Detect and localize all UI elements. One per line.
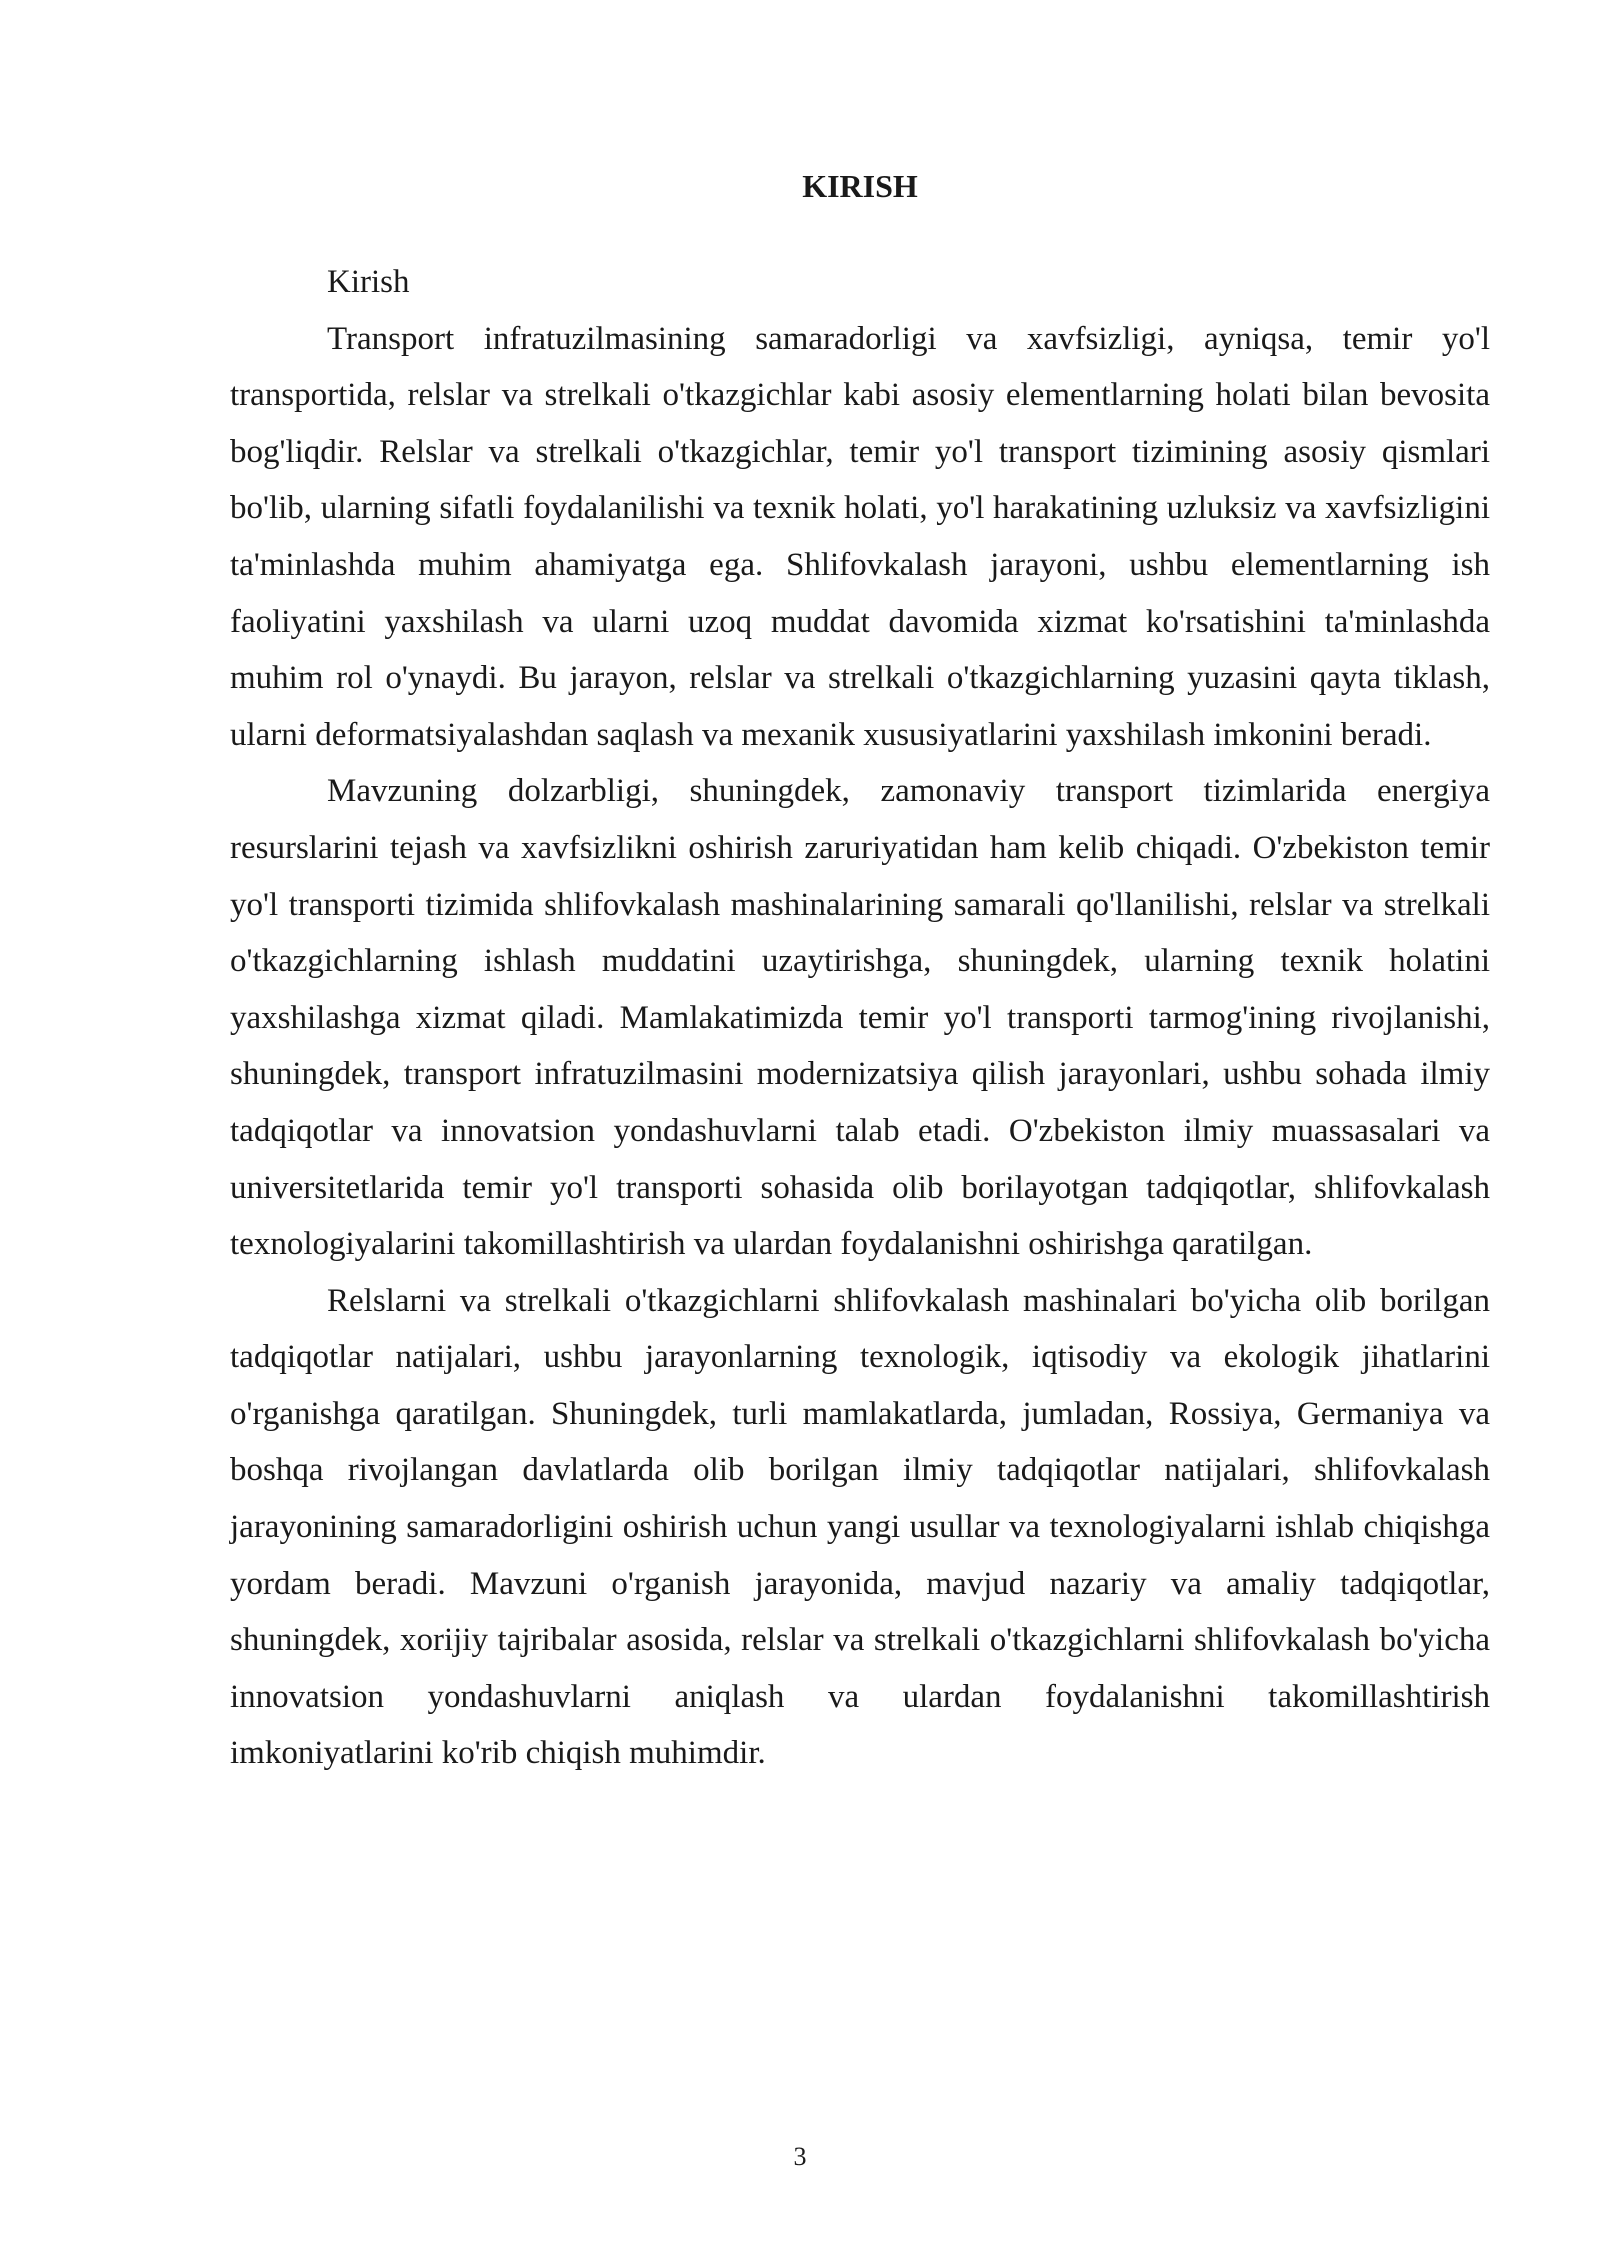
page-title: KIRISH bbox=[802, 168, 918, 204]
page-number: 3 bbox=[793, 2142, 807, 2171]
body-paragraph-1: Transport infratuzilmasining samaradorligi va xavfsizligi, ayniqsa, temir yo'l transportida, relslar va strelkali o'tkazgichlar kabi asosiy elementlarning holati bilan bevosita bog'liqdir. Relslar va strelkali o'tkazgichlar, temir yo'l transport tizimining asosiy qismlari bo'lib, ularning sifatli foydalanilishi va texnik holati, yo'l harakatining uzluksiz va xavfsizligini ta'minlashda muhim ahamiyatga ega. Shlifovkalash jarayoni, ushbu elementlarning ish faoliyatini yaxshilash va ularni uzoq muddat davomida xizmat ko'rsatishini ta'minlashda muhim rol o'ynaydi. Bu jarayon, relslar va strelkali o'tkazgichlarning yuzasini qayta tiklash, ularni deformatsiyalashdan saqlash va mexanik xususiyatlarini yaxshilash imkonini beradi. bbox=[230, 320, 1490, 753]
body-paragraph-3: Relslarni va strelkali o'tkazgichlarni shlifovkalash mashinalari bo'yicha olib borilgan tadqiqotlar natijalari, ushbu jarayonlarning texnologik, iqtisodiy va ekologik jihatlarini o'rganishga qaratilgan. Shuningdek, turli mamlakatlarda, jumladan, Rossiya, Germaniya va boshqa rivojlangan davlatlarda olib borilgan ilmiy tadqiqotlar natijalari, shlifovkalash jarayonining samaradorligini oshirish uchun yangi usullar va texnologiyalarni ishlab chiqishga yordam beradi. Mavzuni o'rganish jarayonida, mavjud nazariy va amaliy tadqiqotlar, shuningdek, xorijiy tajribalar asosida, relslar va strelkali o'tkazgichlarni shlifovkalash bo'yicha innovatsion yondashuvlarni aniqlash va ulardan foydalanishni takomillashtirish imkoniyatlarini ko'rib chiqish muhimdir. bbox=[230, 1282, 1490, 1772]
subheading-paragraph: Kirish bbox=[327, 264, 410, 300]
body-paragraph-2: Mavzuning dolzarbligi, shuningdek, zamonaviy transport tizimlarida energiya resurslarini tejash va xavfsizlikni oshirish zaruriyatidan ham kelib chiqadi. O'zbekiston temir yo'l transporti tizimida shlifovkalash mashinalarining samarali qo'llanilishi, relslar va strelkali o'tkazgichlarning ishlash muddatini uzaytirishga, shuningdek, ularning texnik holatini yaxshilashga xizmat qiladi. Mamlakatimizda temir yo'l transporti tarmog'ining rivojlanishi, shuningdek, transport infratuzilmasini modernizatsiya qilish jarayonlari, ushbu sohada ilmiy tadqiqotlar va innovatsion yondashuvlarni talab etadi. O'zbekiston ilmiy muassasalari va universitetlarida temir yo'l transporti sohasida olib borilayotgan tadqiqotlar, shlifovkalash texnologiyalarini takomillashtirish va ulardan foydalanishni oshirishga qaratilgan. bbox=[230, 773, 1490, 1263]
document-body bbox=[230, 254, 1490, 1782]
